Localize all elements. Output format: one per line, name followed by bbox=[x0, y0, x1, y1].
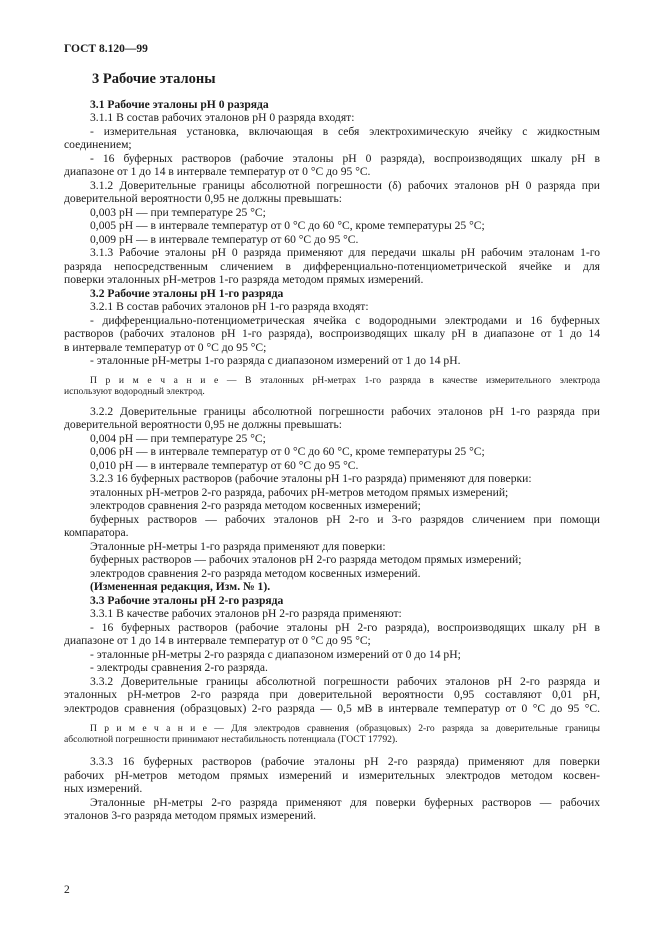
text-line: Эталонные pH-метры 2-го разряда применяют для поверки буферных растворов — рабочих bbox=[90, 796, 600, 809]
text-line: - 16 буферных растворов (рабочие эталоны pH 2-го разряда), воспроизводящих шкалу pH в bbox=[90, 621, 600, 634]
text-line: 0,004 pH — при температуре 25 °С; bbox=[90, 432, 266, 445]
standard-code-header: ГОСТ 8.120—99 bbox=[64, 43, 148, 55]
text-line: доверительной вероятности 0,95 не должны превышать: bbox=[64, 418, 342, 431]
text-line: ных измерений. bbox=[64, 782, 143, 795]
text-line: эталонных pH-метров 2-го разряда, рабочих pH-метров методом прямых измерений; bbox=[90, 486, 509, 499]
subsection-heading: 3.3 Рабочие эталоны pH 2-го разряда bbox=[90, 594, 284, 607]
section-title: 3 Рабочие эталоны bbox=[92, 71, 216, 87]
text-line: доверительной вероятности 0,95 не должны превышать: bbox=[64, 192, 342, 205]
text-line: 3.2.3 16 буферных растворов (рабочие эталоны pH 1-го разряда) применяют для поверки: bbox=[90, 472, 532, 485]
text-line: электродов сравнения (образцовых) 2-го разряда — 0,5 мВ в интервале температур от 0 °С до 95 °С. bbox=[64, 702, 600, 715]
text-line: электродов сравнения 2-го разряда методом косвенных измерений; bbox=[90, 499, 421, 512]
text-line: 3.1.1 В состав рабочих эталонов pH 0 разряда входят: bbox=[90, 111, 355, 124]
text-line: - электроды сравнения 2-го разряда. bbox=[90, 661, 268, 674]
text-line: эталонов 3-го разряда методом прямых измерений. bbox=[64, 809, 317, 822]
note-line: абсолютной погрешности принимают нестабильность потенциала (ГОСТ 17792). bbox=[64, 734, 398, 745]
text-line: 3.1.2 Доверительные границы абсолютной погрешности (δ) рабочих эталонов pH 0 разряда при bbox=[90, 179, 600, 192]
text-line: 0,005 pH — в интервале температур от 0 °С до 60 °С, кроме температуры 25 °С; bbox=[90, 219, 485, 232]
text-line: - эталонные pH-метры 1-го разряда с диапазоном измерений от 1 до 14 pH. bbox=[90, 354, 461, 367]
subsection-heading: (Измененная редакция, Изм. № 1). bbox=[90, 580, 271, 593]
text-line: компаратора. bbox=[64, 526, 129, 539]
text-line: поверки эталонных pH-метров 1-го разряда методом прямых измерений. bbox=[64, 273, 424, 286]
text-line: 0,006 pH — в интервале температур от 0 °С до 60 °С, кроме температуры 25 °С; bbox=[90, 445, 485, 458]
text-line: 3.3.3 16 буферных растворов (рабочие эталоны pH 2-го разряда) применяют для поверки bbox=[90, 755, 600, 768]
text-line: 0,010 pH — в интервале температур от 60 °С до 95 °С. bbox=[90, 459, 359, 472]
text-line: 3.2.1 В состав рабочих эталонов pH 1-го разряда входят: bbox=[90, 300, 369, 313]
text-line: диапазоне от 1 до 14 в интервале температур от 0 °С до 95 °С; bbox=[64, 634, 371, 647]
text-line: - эталонные pH-метры 2-го разряда с диапазоном измерений от 0 до 14 pH; bbox=[90, 648, 461, 661]
note-line: П р и м е ч а н и е — Для электродов сравнения (образцовых) 2-го разряда за доверительные границы bbox=[90, 723, 600, 734]
text-line: рабочих pH-метров методом прямых измерений и измерительных электродов методом косвен- bbox=[64, 769, 600, 782]
text-line: 3.3.1 В качестве рабочих эталонов pH 2-го разряда применяют: bbox=[90, 607, 402, 620]
text-line: - дифференциально-потенциометрическая ячейка с водородными электродами и 16 буферных bbox=[90, 314, 600, 327]
text-line: соединением; bbox=[64, 138, 132, 151]
text-line: 3.3.2 Доверительные границы абсолютной погрешности рабочих эталонов pH 2-го разряда и bbox=[90, 675, 600, 688]
text-line: Эталонные pH-метры 1-го разряда применяют для поверки: bbox=[90, 540, 386, 553]
text-line: в интервале температур от 0 °С до 95 °С; bbox=[64, 341, 267, 354]
text-line: электродов сравнения 2-го разряда методом косвенных измерений. bbox=[90, 567, 421, 580]
subsection-heading: 3.1 Рабочие эталоны pH 0 разряда bbox=[90, 98, 269, 111]
text-line: разряда непосредственным сличением в дифференциально-потенциометрической ячейке и для bbox=[64, 260, 600, 273]
subsection-heading: 3.2 Рабочие эталоны pH 1-го разряда bbox=[90, 287, 284, 300]
text-line: диапазоне от 1 до 14 в интервале температур от 0 °С до 95 °С. bbox=[64, 165, 371, 178]
note-line: используют водородный электрод. bbox=[64, 386, 205, 397]
text-line: 3.1.3 Рабочие эталоны pH 0 разряда применяют для передачи шкалы pH рабочим эталонам 1-го bbox=[90, 246, 600, 259]
text-line: эталонных pH-метров 2-го разряда при доверительной вероятности 0,95 составляют 0,01 pH, bbox=[64, 688, 600, 701]
text-line: растворов (рабочих эталонов pH 1-го разряда), воспроизводящих шкалу pH в диапазоне от 1 до 14 bbox=[64, 327, 600, 340]
page-number: 2 bbox=[64, 884, 70, 896]
text-line: 0,003 pH — при температуре 25 °С; bbox=[90, 206, 266, 219]
text-line: - 16 буферных растворов (рабочие эталоны pH 0 разряда), воспроизводящих шкалу pH в bbox=[90, 152, 600, 165]
text-line: - измерительная установка, включающая в себя электрохимическую ячейку с жидкостным bbox=[90, 125, 600, 138]
note-line: П р и м е ч а н и е — В эталонных pH-метрах 1-го разряда в качестве измерительного электрода bbox=[90, 375, 600, 386]
text-line: 3.2.2 Доверительные границы абсолютной погрешности рабочих эталонов pH 1-го разряда при bbox=[90, 405, 600, 418]
text-line: буферных растворов — рабочих эталонов pH 2-го и 3-го разрядов сличением при помощи bbox=[90, 513, 600, 526]
text-line: буферных растворов — рабочих эталонов pH 2-го разряда методом прямых измерений; bbox=[90, 553, 522, 566]
text-line: 0,009 pH — в интервале температур от 60 °С до 95 °С. bbox=[90, 233, 359, 246]
